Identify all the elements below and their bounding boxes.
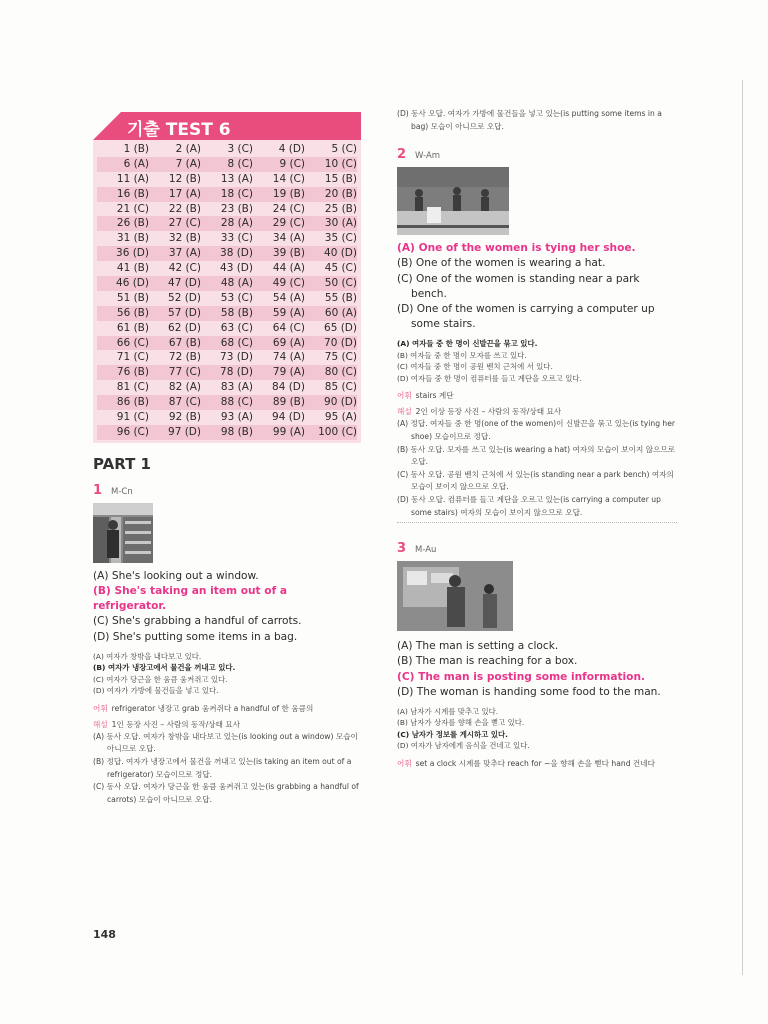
vocabulary-text: stairs 계단 [415,391,454,401]
explanation-tag: 해설 [397,407,412,417]
answer-cell: 17 (A) [168,187,201,200]
answer-row [97,336,357,351]
answer-cell: 37 (A) [168,247,201,260]
translation-a: (A) 여자가 창밖을 내다보고 있다. [93,651,202,661]
answer-cell: 43 (D) [220,262,253,275]
explanation-head-text: 1인 등장 사진 – 사람의 동작/상태 묘사 [111,719,241,729]
explanation-a: (A) 정답. 여자들 중 한 명(one of the women)이 신발끈을 묶고 있는(is tying her shoe) 모습이므로 정답. [397,419,676,441]
answer-cell: 46 (D) [116,277,149,290]
question-3-options [397,639,677,700]
explanation-heading [397,406,677,418]
question-number: 3 [397,541,407,557]
answer-row [97,172,357,187]
question-number: 1 [93,482,103,498]
translation-d: (D) 여자가 남자에게 음식을 건네고 있다. [397,741,530,751]
refrigerator-scene-image [93,503,153,563]
answer-cell: 41 (B) [116,262,149,275]
explanation-a: (A) 동사 오답. 여자가 창밖을 내다보고 있는(is looking out a window) 모습이 아니므로 오답. [93,731,358,754]
speaker-label: W-Am [415,151,441,162]
answer-cell: 59 (A) [272,306,305,319]
translation-c: (C) 남자가 정보를 게시하고 있다. [397,729,508,739]
answer-cell: 72 (B) [168,351,201,364]
option-d: (D) The woman is handing some food to the man. [397,685,661,698]
answer-cell: 54 (A) [272,291,305,304]
answer-cell: 98 (B) [220,425,253,438]
answer-cell: 68 (C) [220,336,253,349]
explanation-c: (C) 동사 오답. 여자가 당근을 한 움큼 움켜쥐고 있는(is grabbing a handful of carrots) 모습이 아니므로 오답. [93,782,359,804]
answer-cell: 89 (B) [272,396,305,409]
answer-cell: 75 (C) [324,351,357,364]
answer-cell: 66 (C) [116,336,149,349]
explanation-b: (B) 정답. 여자가 냉장고에서 물건을 꺼내고 있는(is taking an item out of a refrigerator) 모습이므로 정답. [93,757,352,779]
answer-cell: 34 (A) [272,232,305,245]
answer-cell: 22 (B) [168,202,201,215]
translation-a: (A) 여자들 중 한 명이 신발끈을 묶고 있다. [397,339,538,349]
vocabulary-note [93,703,361,715]
answer-row [97,365,357,380]
answer-cell: 50 (C) [324,277,357,290]
answer-cell: 1 (B) [123,143,149,155]
answer-cell: 81 (C) [116,381,149,394]
answer-cell: 60 (A) [324,306,357,319]
translation-b: (B) 여자가 냉장고에서 물건을 꺼내고 있다. [93,663,236,673]
translation-c: (C) 여자들 중 한 명이 공원 벤치 근처에 서 있다. [397,362,553,372]
answer-cell: 33 (C) [220,232,253,245]
answer-cell: 84 (D) [272,381,305,394]
explanation-d: (D) 동사 오답. 컴퓨터를 들고 계단을 오르고 있는(is carrying a computer up some stairs) 여자의 모습이 보이지 않으므로 오답. [397,494,661,517]
answer-cell: 44 (A) [272,262,305,275]
answer-cell: 69 (A) [272,336,305,349]
answer-cell: 42 (C) [168,262,201,275]
answer-cell: 23 (B) [220,202,253,215]
answer-cell: 93 (A) [220,411,253,424]
vocabulary-note [397,758,677,770]
answer-cell: 10 (C) [324,157,357,170]
explanation-c: (C) 동사 오답. 공원 벤치 근처에 서 있는(is standing near a park bench) 여자의 모습이 보이지 않으므로 오답. [397,469,674,492]
option-c: (C) One of the women is standing near a park [397,272,640,285]
answer-row [97,291,357,306]
answer-row [97,216,357,231]
answer-row [97,187,357,202]
answer-cell: 67 (B) [168,336,201,349]
answer-cell: 25 (B) [324,202,357,215]
answer-cell: 38 (D) [220,247,253,260]
answer-cell: 3 (C) [227,143,253,155]
option-b: (B) One of the women is wearing a hat. [397,257,606,270]
answer-cell: 90 (D) [324,396,357,409]
speaker-label: M-Au [415,545,437,556]
answer-cell: 92 (B) [168,411,201,424]
answer-cell: 97 (D) [168,425,201,438]
answer-cell: 40 (D) [324,247,357,260]
explanation-tag: 해설 [93,719,108,729]
answer-cell: 74 (A) [272,351,305,364]
question-3-photo [397,561,513,631]
banner-corner-cut [93,112,121,140]
answer-cell: 8 (C) [227,157,253,170]
test-title: 기출 TEST 6 [127,120,231,140]
answer-cell: 85 (C) [324,381,357,394]
left-column [93,112,361,806]
answer-cell: 5 (C) [331,143,357,155]
option-b-answer: (B) She's taking an item out of a refrigerator. [93,585,288,613]
question-1-explanation-d: (D) 동사 오답. 여자가 가방에 물건들을 넣고 있는(is putting some items in a bag) 모습이 아니므로 오답. [397,109,662,131]
answer-cell: 88 (C) [220,396,253,409]
answer-cell: 39 (B) [272,247,305,260]
answer-cell: 21 (C) [116,202,149,215]
question-2-explanations [397,418,677,519]
answer-cell: 11 (A) [116,172,149,185]
answer-cell: 100 (C) [318,425,357,438]
answer-cell: 79 (A) [272,366,305,379]
park-scene-image [397,167,509,235]
answer-row [97,261,357,276]
answer-cell: 32 (B) [168,232,201,245]
option-d-continued: some stairs. [411,318,476,331]
answer-row [97,425,357,440]
answer-cell: 78 (D) [220,366,253,379]
answer-cell: 82 (A) [168,381,201,394]
answer-cell: 83 (A) [220,381,253,394]
question-number: 2 [397,147,407,163]
page-edge-line [742,80,743,975]
vocabulary-tag: 어휘 [397,391,412,401]
answer-cell: 47 (D) [168,277,201,290]
answer-cell: 99 (A) [272,425,305,438]
question-2-options [397,241,677,332]
test-banner [93,112,361,140]
answer-cell: 27 (C) [168,217,201,230]
answer-cell: 73 (D) [220,351,253,364]
answer-row [97,395,357,410]
question-1-options [93,569,361,645]
answer-cell: 4 (D) [278,143,305,155]
answer-cell: 14 (C) [272,172,305,185]
question-1-explanations [93,731,361,807]
answer-cell: 24 (C) [272,202,305,215]
answer-cell: 13 (A) [220,172,253,185]
answer-cell: 56 (B) [116,306,149,319]
answer-cell: 62 (D) [168,321,201,334]
bulletin-board-scene-image [397,561,513,631]
answer-cell: 20 (B) [324,187,357,200]
question-2-header [397,147,677,162]
answer-cell: 94 (D) [272,411,305,424]
translation-d: (D) 여자들 중 한 명이 컴퓨터를 들고 계단을 오르고 있다. [397,373,582,383]
answer-cell: 36 (D) [116,247,149,260]
answer-cell: 58 (B) [220,306,253,319]
answer-cell: 6 (A) [123,157,149,170]
vocabulary-text: set a clock 시계를 맞추다 reach for ~을 향해 손을 뻗다 hand 건네다 [415,758,655,768]
question-3-header [397,541,677,556]
answer-cell: 80 (C) [324,366,357,379]
option-a-answer: (A) One of the women is tying her shoe. [397,242,636,255]
answer-row [97,231,357,246]
answer-cell: 28 (A) [220,217,253,230]
answer-cell: 26 (B) [116,217,149,230]
answer-cell: 64 (C) [272,321,305,334]
answer-cell: 52 (D) [168,291,201,304]
answer-cell: 29 (C) [272,217,305,230]
option-c-answer: (C) The man is posting some information. [397,670,646,683]
answer-row [97,380,357,395]
answer-row [97,157,357,172]
vocabulary-note [397,390,677,402]
answer-cell: 12 (B) [168,172,201,185]
answer-key-table [93,140,361,443]
answer-cell: 2 (A) [175,143,201,155]
option-d: (D) One of the women is carrying a computer up [397,303,655,315]
right-column [397,108,677,770]
translation-a: (A) 남자가 시계를 맞추고 있다. [397,706,499,716]
vocabulary-text: refrigerator 냉장고 grab 움켜쥐다 a handful of 한 움큼의 [111,703,314,713]
answer-cell: 7 (A) [175,157,201,170]
answer-cell: 49 (C) [272,277,305,290]
answer-row [97,246,357,261]
answer-cell: 95 (A) [324,411,357,424]
answer-cell: 45 (C) [324,262,357,275]
answer-row [97,202,357,217]
option-c-continued: bench. [411,287,447,300]
page-number: 148 [93,928,116,941]
answer-row [97,350,357,365]
answer-cell: 35 (C) [324,232,357,245]
vocabulary-tag: 어휘 [397,758,412,768]
translation-c: (C) 여자가 당근을 한 움큼 움켜쥐고 있다. [93,674,228,684]
answer-cell: 65 (D) [324,321,357,334]
part-title: PART 1 [93,454,151,473]
answer-cell: 96 (C) [116,425,149,438]
question-1-translation [93,651,361,697]
answer-cell: 15 (B) [324,172,357,185]
answer-cell: 48 (A) [220,277,253,290]
answer-cell: 30 (A) [324,217,357,230]
answer-cell: 19 (B) [272,187,305,200]
explanation-b: (B) 동사 오답. 모자를 쓰고 있는(is wearing a hat) 여자의 모습이 보이지 않으므로 오답. [397,444,676,467]
option-d: (D) She's putting some items in a bag. [93,630,298,643]
option-b: (B) The man is reaching for a box. [397,655,578,668]
answer-cell: 77 (C) [168,366,201,379]
answer-cell: 18 (C) [220,187,253,200]
answer-cell: 51 (B) [116,291,149,304]
question-2-photo [397,167,509,235]
option-c: (C) She's grabbing a handful of carrots. [93,615,302,628]
answer-cell: 16 (B) [116,187,149,200]
answer-cell: 70 (D) [324,336,357,349]
section-divider [397,522,677,523]
explanation-head-text: 2인 이상 등장 사진 – 사람의 동작/상태 묘사 [415,407,562,417]
answer-cell: 57 (D) [168,306,201,319]
answer-cell: 86 (B) [116,396,149,409]
question-1-header [93,483,361,498]
answer-cell: 9 (C) [279,157,305,170]
answer-row [97,410,357,425]
option-a: (A) She's looking out a window. [93,569,259,582]
option-a: (A) The man is setting a clock. [397,640,559,653]
answer-cell: 87 (C) [168,396,201,409]
translation-b: (B) 남자가 상자를 향해 손을 뻗고 있다. [397,718,525,728]
vocabulary-tag: 어휘 [93,703,108,713]
translation-d: (D) 여자가 가방에 물건들을 넣고 있다. [93,686,219,696]
answer-row [97,306,357,321]
translation-b: (B) 여자들 중 한 명이 모자를 쓰고 있다. [397,350,527,360]
answer-cell: 63 (C) [220,321,253,334]
explanation-heading [93,719,361,731]
answer-cell: 71 (C) [116,351,149,364]
answer-cell: 55 (B) [324,291,357,304]
answer-cell: 91 (C) [116,411,149,424]
answer-row [97,276,357,291]
answer-row [97,142,357,157]
answer-cell: 76 (B) [116,366,149,379]
answer-cell: 31 (B) [116,232,149,245]
speaker-label: M-Cn [111,486,133,497]
answer-cell: 53 (C) [220,291,253,304]
question-3-translation [397,706,677,752]
answer-row [97,321,357,336]
question-2-translation [397,338,677,384]
question-1-photo [93,503,153,563]
answer-cell: 61 (B) [116,321,149,334]
